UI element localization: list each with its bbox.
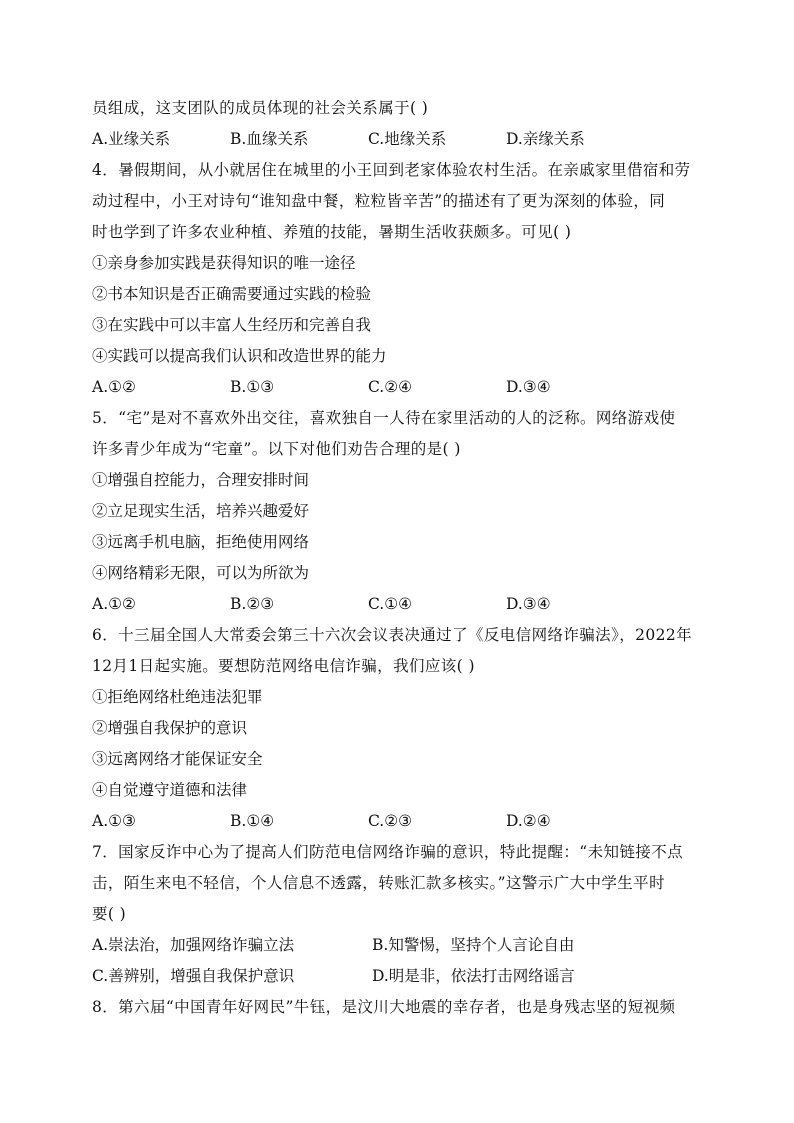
- q6-option-a: A.①③: [92, 812, 136, 830]
- q4-stem-line-1: 4．暑假期间，从小就居住在城里的小王回到老家体验农村生活。在亲戚家里借宿和劳: [92, 161, 691, 179]
- q4-item-4: ④实践可以提高我们认识和改造世界的能力: [92, 347, 387, 365]
- q6-item-3: ③远离网络才能保证安全: [92, 750, 263, 768]
- q5-stem-line-2: 许多青少年成为“宅童”。以下对他们劝告合理的是( ): [92, 440, 461, 458]
- q4-option-b: B.①③: [230, 378, 275, 396]
- q4-option-d: D.③④: [506, 378, 551, 396]
- q6-stem-line-2: 12月1日起实施。要想防范网络电信诈骗，我们应该( ): [92, 657, 475, 675]
- q6-item-1: ①拒绝网络杜绝违法犯罪: [92, 688, 263, 706]
- q7-options-row-2: [92, 961, 704, 992]
- q6-options: [92, 806, 704, 837]
- q7-option-b: B.知警惕，坚持个人言论自由: [372, 936, 575, 954]
- q3-option-b: B.血缘关系: [230, 130, 309, 148]
- q4-item-1: ①亲身参加实践是获得知识的唯一途径: [92, 254, 356, 272]
- q7-option-a: A.崇法治，加强网络诈骗立法: [92, 936, 295, 954]
- q5-option-d: D.③④: [506, 595, 551, 613]
- q6-item-2: ②增强自我保护的意识: [92, 719, 248, 737]
- q5-stem-line-1: 5．“宅”是对不喜欢外出交往，喜欢独自一人待在家里活动的人的泛称。网络游戏使: [92, 409, 676, 427]
- q4-options: [92, 372, 704, 403]
- q5-item-4: ④网络精彩无限，可以为所欲为: [92, 564, 310, 582]
- q5-item-3: ③远离手机电脑，拒绝使用网络: [92, 533, 310, 551]
- q4-option-a: A.①②: [92, 378, 136, 396]
- q3-options: [92, 124, 704, 155]
- q6-item-4: ④自觉遵守道德和法律: [92, 781, 248, 799]
- q7-stem-line-3: 要( ): [92, 905, 127, 923]
- q6-option-d: D.②④: [506, 812, 551, 830]
- q4-stem-line-2: 动过程中，小王对诗句“谁知盘中餐，粒粒皆辛苦”的描述有了更为深刻的体验，同: [92, 192, 666, 210]
- q6-stem-line-1: 6．十三届全国人大常委会第三十六次会议表决通过了《反电信网络诈骗法》，2022年: [92, 626, 693, 644]
- q7-stem-line-1: 7．国家反诈中心为了提高人们防范电信网络诈骗的意识，特此提醒：“未知链接不点: [92, 843, 683, 861]
- q6-option-b: B.①④: [230, 812, 275, 830]
- q3-stem-continuation: 员组成，这支团队的成员体现的社会关系属于( ): [92, 99, 429, 117]
- q7-options-row-1: [92, 930, 704, 961]
- q8-stem-line-1: 8．第六届“中国青年好网民”牛钰，是汶川大地震的幸存者，也是身残志坚的短视频: [92, 998, 676, 1016]
- q4-stem-line-3: 时也学到了许多农业种植、养殖的技能，暑期生活收获颇多。可见( ): [92, 223, 572, 241]
- q5-option-b: B.②③: [230, 595, 275, 613]
- q4-option-c: C.②④: [368, 378, 413, 396]
- q7-option-d: D.明是非，依法打击网络谣言: [372, 967, 575, 985]
- q3-option-c: C.地缘关系: [368, 130, 447, 148]
- q5-item-1: ①增强自控能力，合理安排时间: [92, 471, 310, 489]
- q5-options: [92, 589, 704, 620]
- q7-stem-line-2: 击，陌生来电不轻信，个人信息不透露，转账汇款多核实。”这警示广大中学生平时: [92, 874, 665, 892]
- q5-option-a: A.①②: [92, 595, 136, 613]
- q5-option-c: C.①④: [368, 595, 413, 613]
- q3-option-a: A.业缘关系: [92, 130, 171, 148]
- exam-content: [92, 93, 704, 1023]
- q4-item-2: ②书本知识是否正确需要通过实践的检验: [92, 285, 372, 303]
- q5-item-2: ②立足现实生活，培养兴趣爱好: [92, 502, 310, 520]
- q3-option-d: D.亲缘关系: [506, 130, 585, 148]
- q4-item-3: ③在实践中可以丰富人生经历和完善自我: [92, 316, 372, 334]
- q6-option-c: C.②③: [368, 812, 413, 830]
- q7-option-c: C.善辨别，增强自我保护意识: [92, 967, 295, 985]
